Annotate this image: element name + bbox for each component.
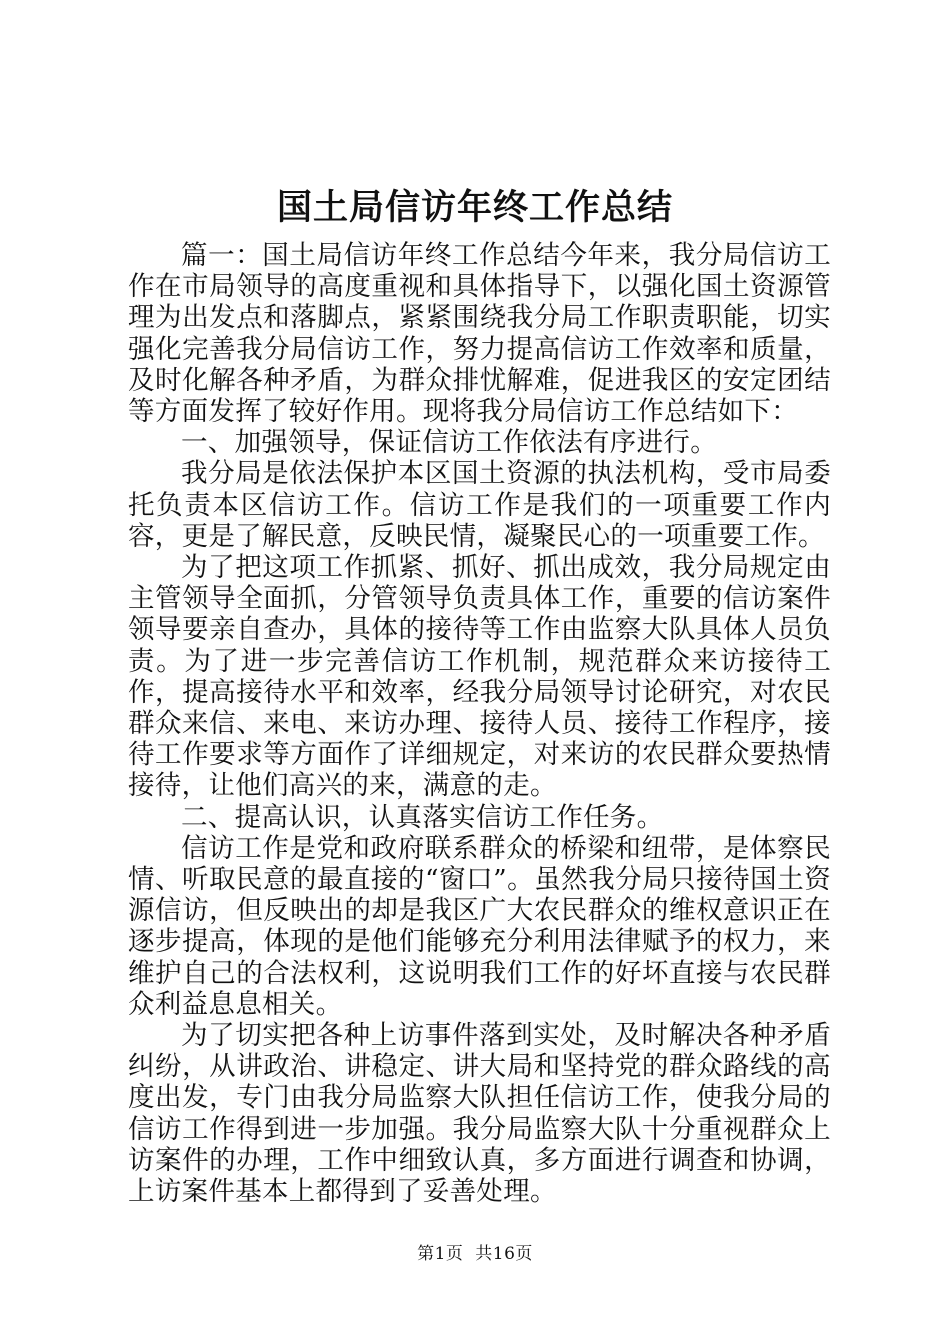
paragraph-body: 为了把这项工作抓紧、抓好、抓出成效，我分局规定由主管领导全面抓，分管领导负责具体工作，重要的信访案件领导要亲自查办，具体的接待等工作由监察大队具体人员负责。为了进一步完善信访工作机制，规范群众来访接待工作，提高接待水平和效率，经我分局领导讨论研究，对农民群众来信、来电、来访办理、接待人员、接待工作程序，接待工作要求等方面作了详细规定，对来访的农民群众要热情接待，让他们高兴的来，满意的走。 [128, 552, 831, 802]
paragraph-body: 我分局是依法保护本区国土资源的执法机构，受市局委托负责本区信访工作。信访工作是我们的一项重要工作内容，更是了解民意，反映民情，凝聚民心的一项重要工作。 [128, 458, 831, 552]
paragraph-intro: 篇一：国土局信访年终工作总结今年来，我分局信访工作在市局领导的高度重视和具体指导下，以强化国土资源管理为出发点和落脚点，紧紧围绕我分局工作职责职能，切实强化完善我分局信访工作，努力提高信访工作效率和质量，及时化解各种矛盾，为群众排忧解难，促进我区的安定团结等方面发挥了较好作用。现将我分局信访工作总结如下： [128, 240, 831, 428]
paragraph-body: 为了切实把各种上访事件落到实处，及时解决各种矛盾纠纷，从讲政治、讲稳定、讲大局和坚持党的群众路线的高度出发，专门由我分局监察大队担任信访工作，使我分局的信访工作得到进一步加强。我分局监察大队十分重视群众上访案件的办理，工作中细致认真，多方面进行调查和协调，上访案件基本上都得到了妥善处理。 [128, 1020, 831, 1208]
section-heading-2: 二、提高认识，认真落实信访工作任务。 [181, 801, 664, 833]
section-heading-1: 一、加强领导，保证信访工作依法有序进行。 [181, 427, 717, 459]
document-title: 国土局信访年终工作总结 [276, 187, 673, 228]
page-footer [0, 1242, 950, 1266]
page-number: 第1页 [417, 1244, 464, 1264]
page-total: 共16页 [475, 1244, 533, 1264]
document-body [128, 240, 831, 1207]
paragraph-body: 信访工作是党和政府联系群众的桥梁和纽带，是体察民情、听取民意的最直接的“窗口”。虽然我分局只接待国土资源信访，但反映出的却是我区广大农民群众的维权意识正在逐步提高，体现的是他们能够充分利用法律赋予的权力，来维护自己的合法权利，这说明我们工作的好坏直接与农民群众利益息息相关。 [128, 832, 831, 1020]
